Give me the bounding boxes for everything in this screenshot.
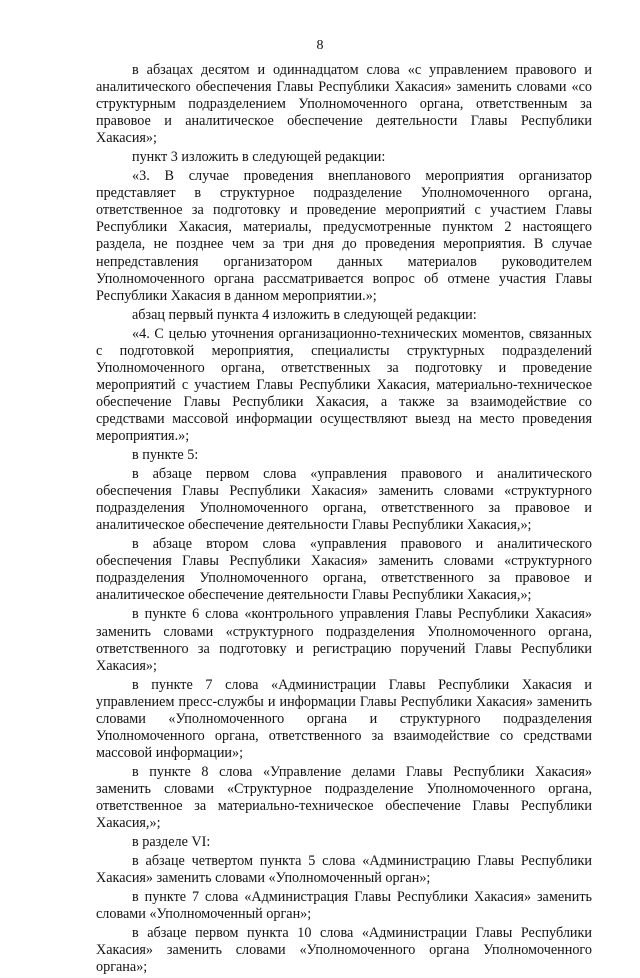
- paragraph: в абзаце первом слова «управления правового и аналитического обеспечения Главы Республики Хакасия» заменить словами «структурного подразделения Уполномоченного органа, ответственного за правовое и аналитическое обеспечение деятельности Главы Республики Хакасия,»;: [96, 466, 592, 534]
- paragraph: в пункте 8 слова «Управление делами Главы Республики Хакасия» заменить словами «Структурное подразделение Уполномоченного органа, ответственное за материально-техническое обеспечение Главы Республики Хакасия,»;: [96, 763, 592, 832]
- paragraph: «3. В случае проведения внепланового мероприятия организатор представляет в структурное подразделение Уполномоченного органа, ответственное за подготовку и проведение мероприятий с участием Главы Республики Хакасия, материалы, предусмотренные пунктом 2 настоящего раздела, не позднее чем за три дня до проведения мероприятия. В случае непредставления организатором данных материалов руководителем Уполномоченного органа рассматривается вопрос об отмене участия Главы Республики Хакасия в данном мероприятии.»;: [96, 168, 592, 304]
- page-number: 8: [316, 38, 324, 53]
- paragraph: в пункте 7 слова «Администрации Главы Республики Хакасия и управлением пресс-службы и информации Главы Республики Хакасия» заменить словами «Уполномоченного органа и структурного подразделения Уполномоченного органа, ответственного за взаимодействие со средствами массовой информации»;: [96, 676, 592, 761]
- paragraph: абзац первый пункта 4 изложить в следующей редакции:: [132, 306, 477, 323]
- paragraph: в абзаце четвертом пункта 5 слова «Администрацию Главы Республики Хакасия» заменить словами «Уполномоченный орган»;: [96, 853, 592, 887]
- document-body: [96, 62, 592, 978]
- paragraph: пункт 3 изложить в следующей редакции:: [132, 149, 386, 166]
- paragraph: в пункте 7 слова «Администрация Главы Республики Хакасия» заменить словами «Уполномоченный орган»;: [96, 889, 592, 923]
- paragraph: в абзаце втором слова «управления правового и аналитического обеспечения Главы Республики Хакасия» заменить словами «структурного подразделения Уполномоченного органа, ответственного за правовое и аналитическое обеспечение деятельности Главы Республики Хакасия,»;: [96, 536, 592, 604]
- paragraph: в абзаце первом пункта 10 слова «Администрации Главы Республики Хакасия» заменить словами «Уполномоченного органа Уполномоченного органа»;: [96, 925, 592, 976]
- paragraph: в абзацах десятом и одиннадцатом слова «с управлением правового и аналитического обеспечения Главы Республики Хакасия» заменить словами «со структурным подразделением Уполномоченного органа, ответственным за правовое и аналитическое обеспечение деятельности Главы Республики Хакасия»;: [96, 62, 592, 147]
- paragraph: в разделе VI:: [132, 834, 211, 851]
- paragraph: в пункте 5:: [132, 447, 199, 464]
- paragraph: в пункте 6 слова «контрольного управления Главы Республики Хакасия» заменить словами «структурного подразделения Уполномоченного органа, ответственного за подготовку и регистрацию поручений Главы Республики Хакасия»;: [96, 606, 592, 674]
- paragraph: «4. С целью уточнения организационно-технических моментов, связанных с подготовкой мероприятия, специалисты структурных подразделений Уполномоченного органа, ответственных за подготовку и проведение мероприятий с участием Главы Республики Хакасия, материально-техническое обеспечение Главы Республики Хакасия, а также за взаимодействие со средствами массовой информации осуществляют выезд на место проведения мероприятия.»;: [96, 325, 592, 444]
